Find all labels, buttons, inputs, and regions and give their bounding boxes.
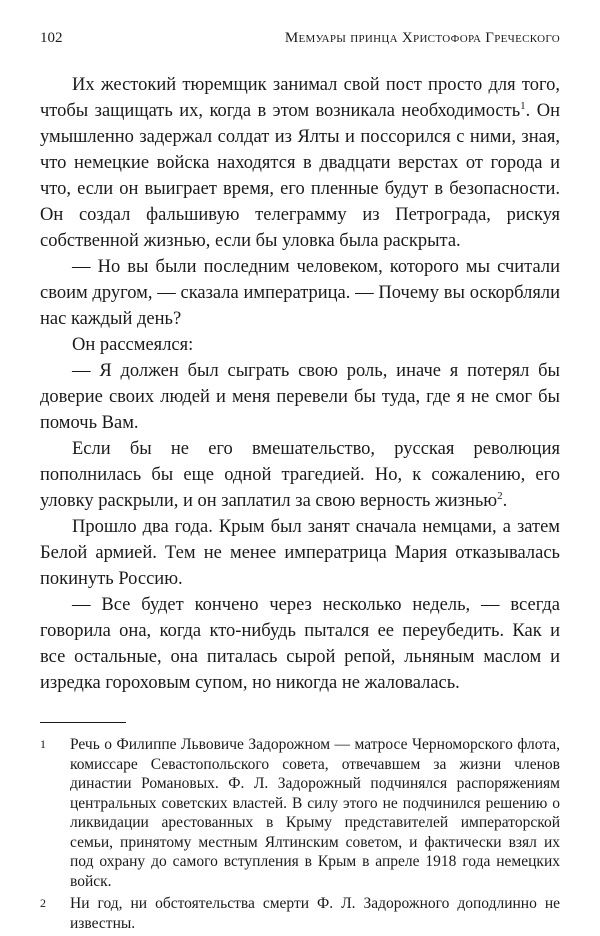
paragraph: Если бы не его вмешательство, русская революция пополнилась бы еще одной трагедией. Но, к сожалению, его уловку раскрыли, и он заплатил за свою верность жизнью$^2$. bbox=[40, 439, 560, 511]
book-page bbox=[40, 28, 560, 936]
footnote bbox=[40, 894, 560, 933]
footnote-text: Ни год, ни обстоятельства смерти Ф. Л. Задорожного доподлинно не известны. bbox=[70, 895, 560, 932]
footnote bbox=[40, 735, 560, 891]
running-title: Мемуары принца Христофора Греческого bbox=[284, 30, 560, 46]
footnotes bbox=[40, 735, 560, 933]
page-number: 102 bbox=[40, 30, 63, 46]
paragraph: Прошло два года. Крым был занят сначала немцами, а затем Белой армией. Тем не менее императрица Мария отказывалась покинуть Россию. bbox=[40, 517, 560, 589]
footnote-text: Речь о Филиппе Львовиче Задорожном — матросе Черноморского флота, комиссаре Севастопольского совета, отвечавшем за жизни членов династии Романовых. Ф. Л. Задорожный подчинялся распоряжениям центральных советских властей. В силу этого не подчинился решению о ликвидации арестованных в Крыму представителей императорской семьи, принятому местным Ялтинским советом, и фактически взял их под охрану до самого вступления в Крым в апреле 1918 года немецких войск. bbox=[70, 736, 560, 890]
paragraph: Их жестокий тюремщик занимал свой пост просто для того, чтобы защищать их, когда в этом возникала необходимость$^1$. Он умышленно задержал солдат из Ялты и поссорился с ними, зная, что немецкие войска находятся в двадцати верстах от города и что, если он выиграет время, его пленные будут в безопасности. Он создал фальшивую телеграмму из Петрограда, рискуя собственной жизнью, если бы уловка была раскрыта. bbox=[40, 75, 560, 251]
page-header bbox=[40, 28, 560, 48]
paragraph: — Я должен был сыграть свою роль, иначе я потерял бы доверие своих людей и меня перевели бы туда, где я не смог бы помочь Вам. bbox=[40, 361, 560, 433]
footnote-number: 1 bbox=[40, 737, 46, 751]
footnote-ref: 1 bbox=[520, 99, 526, 112]
paragraph: Он рассмеялся: bbox=[72, 335, 194, 355]
paragraph: — Но вы были последним человеком, которого мы считали своим другом, — сказала императрица. — Почему вы оскорбляли нас каждый день? bbox=[40, 257, 560, 329]
footnote-ref: 2 bbox=[497, 489, 503, 502]
footnote-number: 2 bbox=[40, 896, 46, 910]
footnote-divider bbox=[40, 722, 126, 723]
main-text bbox=[40, 72, 560, 696]
paragraph: — Все будет кончено через несколько недель, — всегда говорила она, когда кто-нибудь пытался ее переубедить. Как и все остальные, она питалась сырой репой, льняным маслом и изредка гороховым супом, но никогда не жаловалась. bbox=[40, 595, 560, 693]
